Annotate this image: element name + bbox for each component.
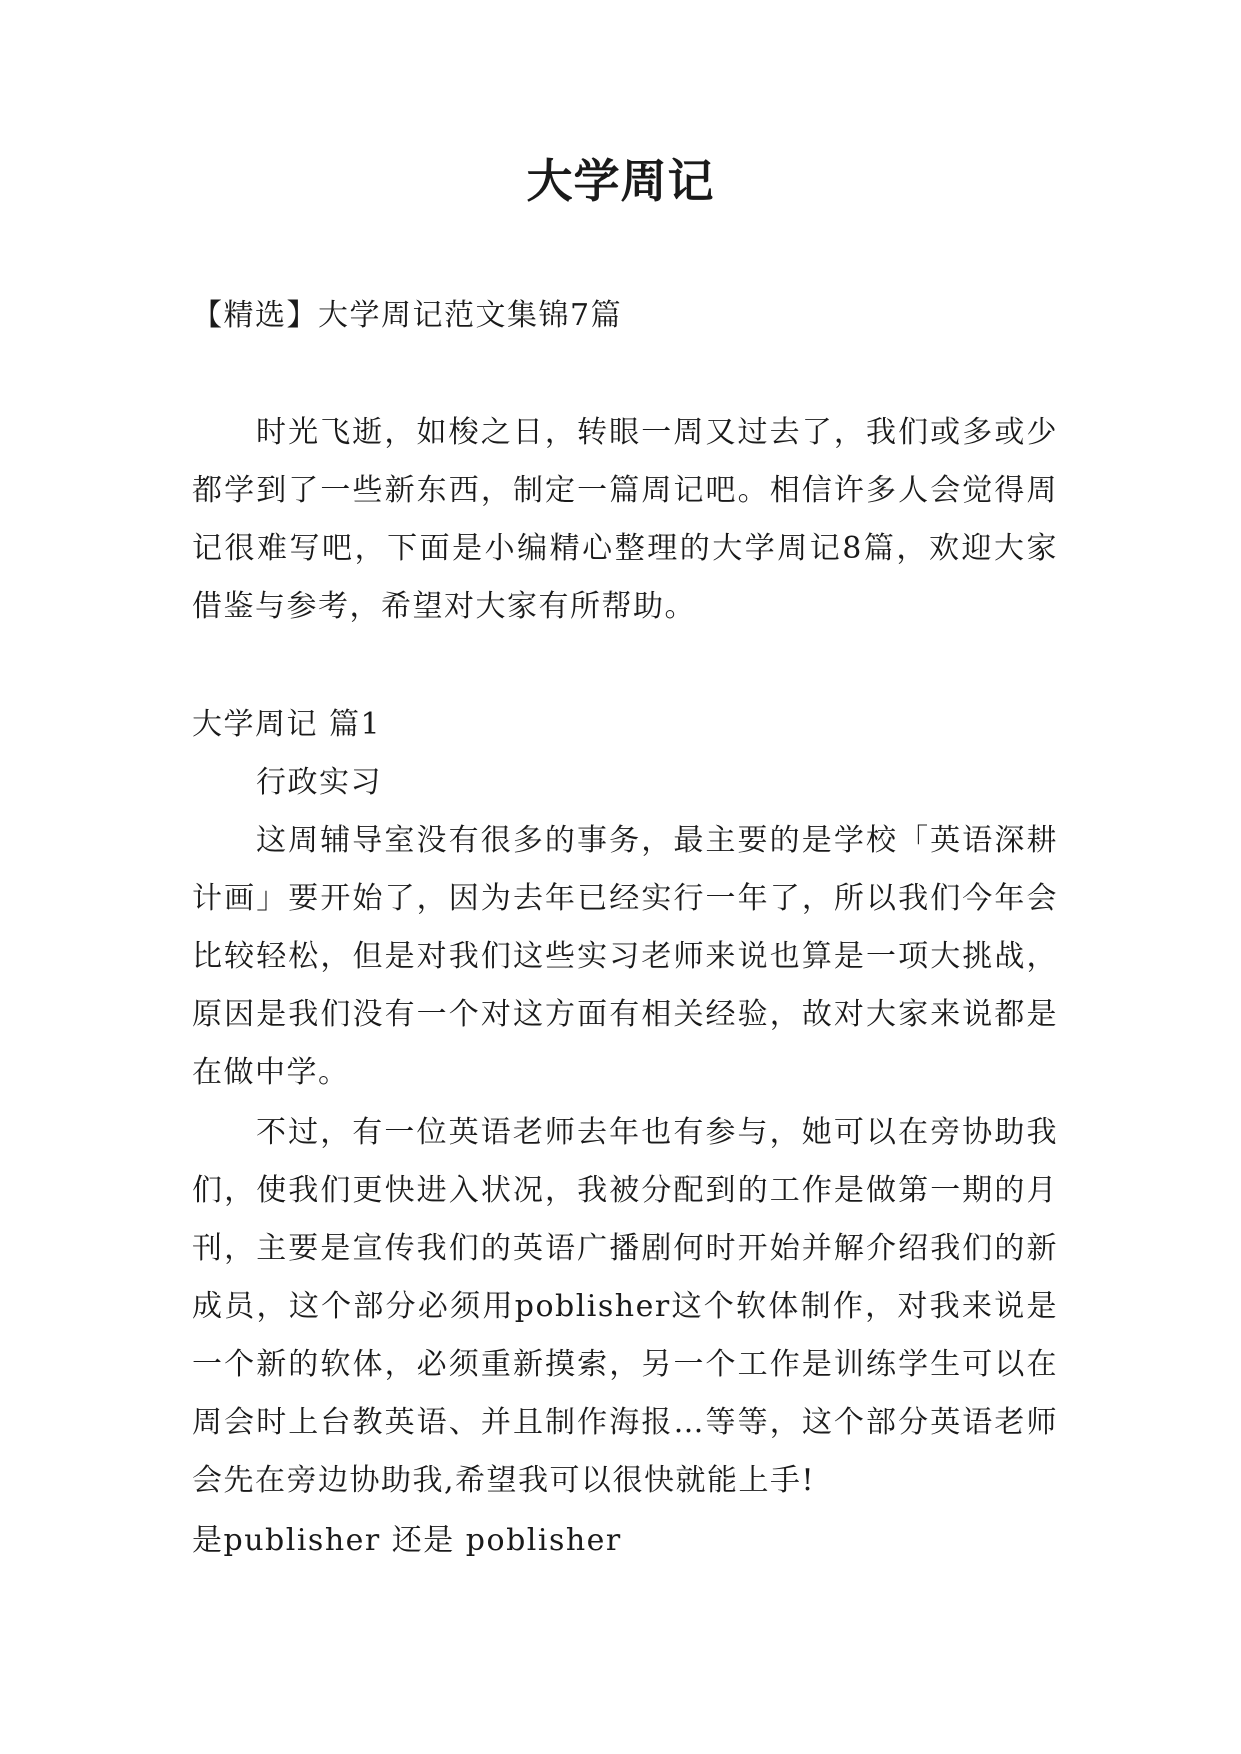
closing-line: 是publisher 还是 poblisher: [192, 1523, 622, 1558]
section-heading: 大学周记 篇1: [192, 707, 382, 742]
document-subtitle: 【精选】大学周记范文集锦7篇: [192, 298, 623, 333]
body-paragraph-1: 这周辅导室没有很多的事务，最主要的是学校「英语深耕计画」要开始了，因为去年已经实行一年了，所以我们今年会比较轻松，但是对我们这些实习老师来说也算是一项大挑战，原因是我们没有一个对这方面有相关经验，故对大家来说都是在做中学。: [192, 823, 1058, 1090]
section-name: 行政实习: [256, 765, 382, 800]
document-title: 大学周记: [526, 154, 715, 208]
intro-paragraph: 时光飞逝，如梭之日，转眼一周又过去了，我们或多或少都学到了一些新东西，制定一篇周记吧。相信许多人会觉得周记很难写吧，下面是小编精心整理的大学周记8篇，欢迎大家借鉴与参考，希望对大家有所帮助。: [192, 415, 1058, 624]
body-paragraph-2: 不过，有一位英语老师去年也有参与，她可以在旁协助我们，使我们更快进入状况，我被分配到的工作是做第一期的月刊，主要是宣传我们的英语广播剧何时开始并解介绍我们的新成员，这个部分必须用poblisher这个软体制作，对我来说是一个新的软体，必须重新摸索，另一个工作是训练学生可以在周会时上台教英语、并且制作海报…等等，这个部分英语老师会先在旁边协助我,希望我可以很快就能上手!: [192, 1115, 1058, 1498]
